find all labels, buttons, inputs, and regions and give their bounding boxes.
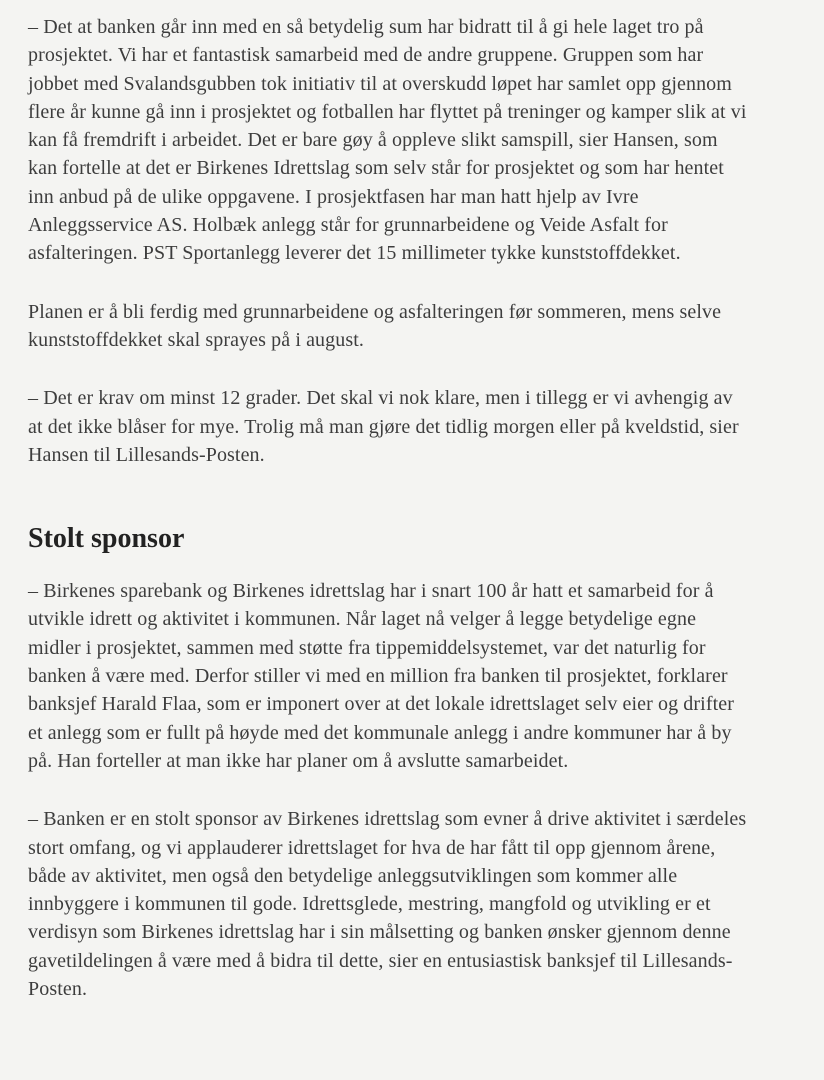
article-paragraph-plan: Planen er å bli ferdig med grunnarbeidene og asfalteringen før sommeren, mens selve kunststoffdekket skal sprayes på i august. [28,300,722,351]
article-paragraph-quote-flaa: – Birkenes sparebank og Birkenes idrettslag har i snart 100 år hatt et samarbeid for å utvikle idrett og aktivitet i kommunen. Når laget nå velger å legge betydelige egne midler i prosjektet, sammen med støtte fra tippemiddelsystemet, var det naturlig for banken å være med. Derfor stiller vi med en million fra banken til prosjektet, forklarer banksjef Harald Flaa, som er imponert over at det lokale idrettslaget selv eier og drifter et anlegg som er fullt på høyde med det kommunale anlegg i andre kommuner har å by på. Han forteller at man ikke har planer om å avslutte samarbeidet. [28,580,734,772]
article-paragraph-quote-weather: – Det er krav om minst 12 grader. Det skal vi nok klare, men i tillegg er vi avhengig av at det ikke blåser for mye. Trolig må man gjøre det tidlig morgen eller på kveldstid, sier Hansen til Lillesands-Posten. [28,387,739,466]
article-paragraph-quote-hansen: – Det at banken går inn med en så betydelig sum har bidratt til å gi hele laget tro på prosjektet. Vi har et fantastisk samarbeid med de andre gruppene. Gruppen som har jobbet med Svalandsgubben tok initiativ til at overskudd løpet har samlet opp gjennom flere år kunne gå inn i prosjektet og fotballen har flyttet på treninger og kamper slik at vi kan få fremdrift i arbeidet. Det er bare gøy å oppleve slikt samspill, sier Hansen, som kan fortelle at det er Birkenes Idrettslag som selv står for prosjektet og som har hentet inn anbud på de ulike oppgavene. I prosjektfasen har man hatt hjelp av Ivre Anleggsservice AS. Holbæk anlegg står for grunnarbeidene og Veide Asfalt for asfalteringen. PST Sportanlegg leverer det 15 millimeter tykke kunststoffdekket. [28,16,747,265]
article-paragraph-quote-sponsor: – Banken er en stolt sponsor av Birkenes idrettslag som evner å drive aktivitet i særdeles stort omfang, og vi applauderer idrettslaget for hva de har fått til opp gjennom årene, både av aktivitet, men også den betydelige anleggsutviklingen som kommer alle innbyggere i kommunen til gode. Idrettsglede, mestring, mangfold og utvikling er et verdisyn som Birkenes idrettslag har i sin målsetting og banken ønsker gjennom denne gavetildelingen å være med å bidra til dette, sier en entusiastisk banksjef til Lillesands-Posten. [28,808,747,1001]
section-heading-stolt-sponsor: Stolt sponsor [28,523,185,555]
